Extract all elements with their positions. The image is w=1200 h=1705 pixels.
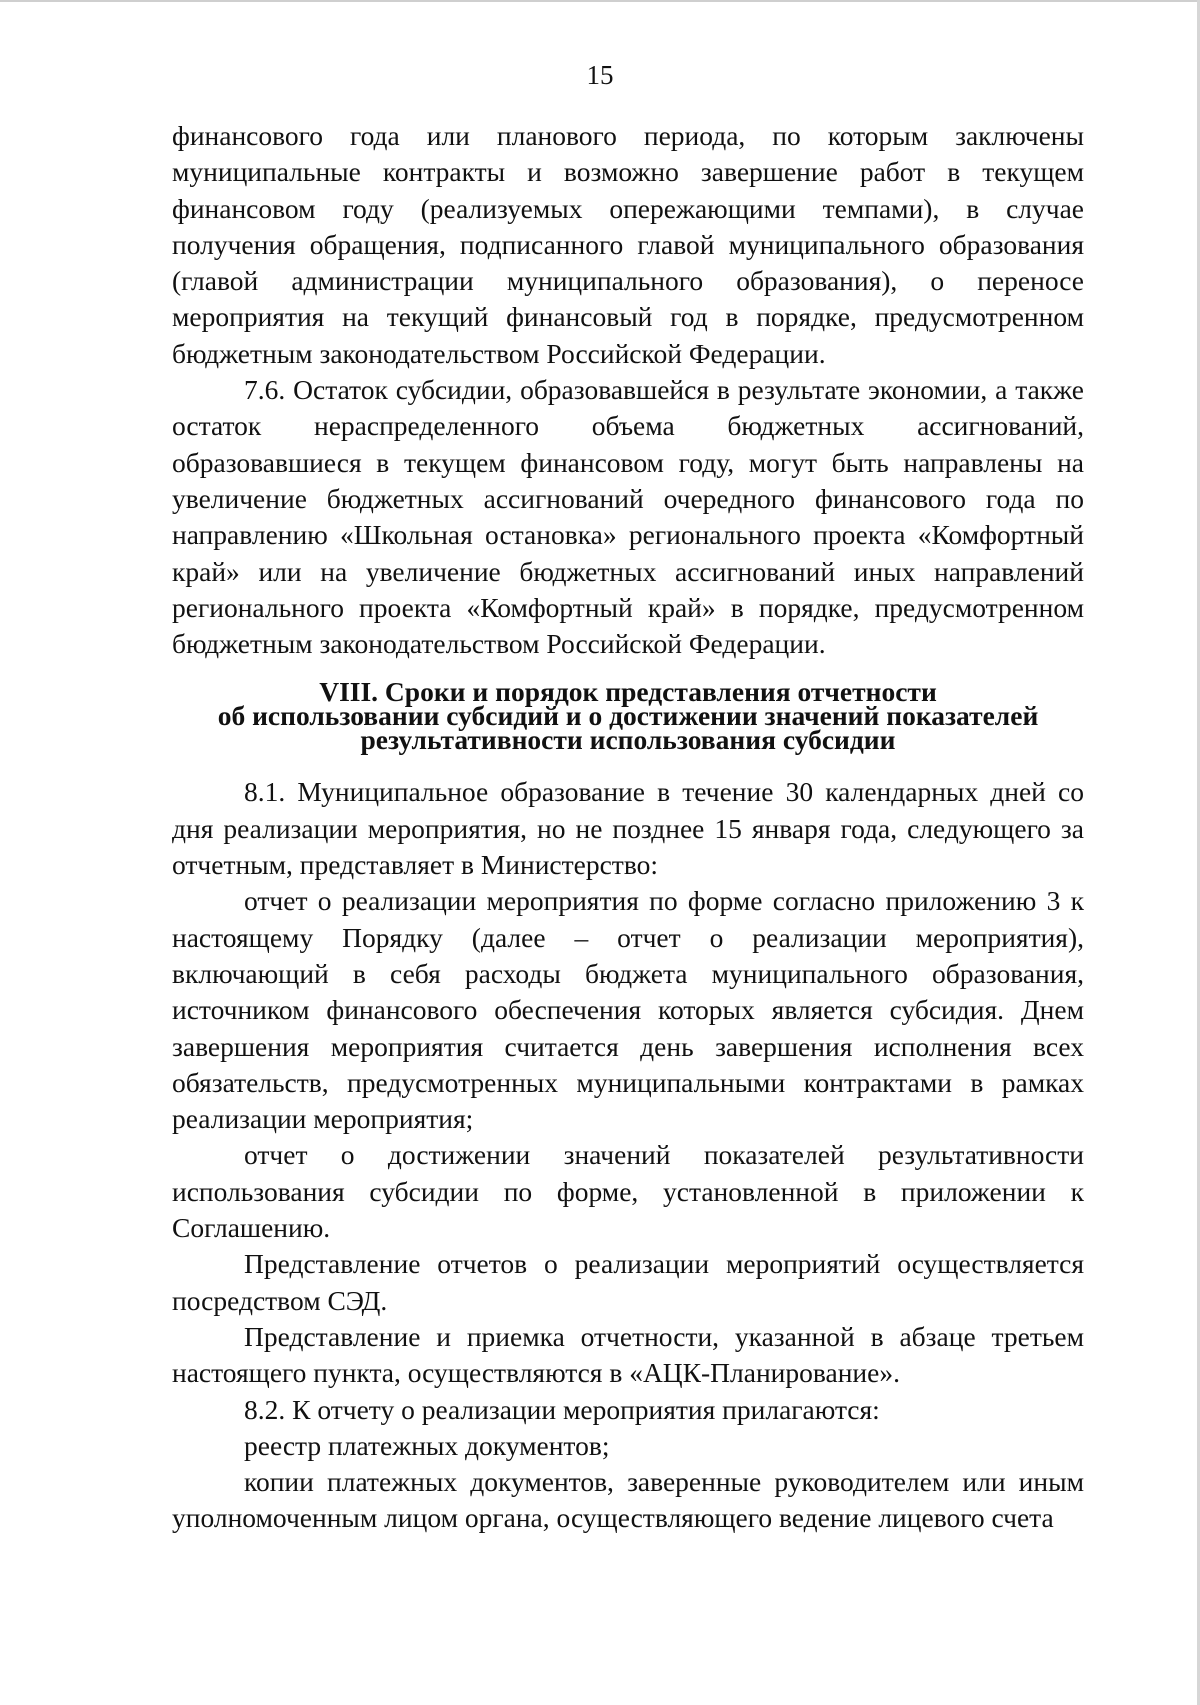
paragraph-payment-copies: копии платежных документов, заверенные руководителем или иным уполномоченным лицом органа, осуществляющего ведение лицевого счета [172,1466,1084,1534]
section-heading-line-2: об использовании субсидий и о достижении значений показателей [217,700,1039,732]
paragraph-7-6: 7.6. Остаток субсидии, образовавшейся в результате экономии, а также остаток нераспределенного объема бюджетных ассигнований, образовавшиеся в текущем финансовом году, могут быть направлены на увеличение бюджетных ассигнований очередного финансового года по направлению «Школьная остановка» регионального проекта «Комфортный край» или на увеличение бюджетных ассигнований иных направлений регионального проекта «Комфортный край» в порядке, предусмотренном бюджетным законодательством Российской Федерации. [172,374,1084,660]
document-body [172,118,1084,1537]
paragraph-ack-planning: Представление и приемка отчетности, указанной в абзаце третьем настоящего пункта, осуществляются в «АЦК-Планирование». [172,1320,1084,1389]
paragraph-8-2: 8.2. К отчету о реализации мероприятия прилагаются: [244,1393,880,1425]
paragraph-report-indicators: отчет о достижении значений показателей результативности использования субсидии по форме, установленной в приложении к Соглашению. [172,1139,1084,1244]
paragraph-report-implementation: отчет о реализации мероприятия по форме согласно приложению 3 к настоящему Порядку (далее – отчет о реализации мероприятия), включающий в себя расходы бюджета муниципального образования, источником финансового обеспечения которых является субсидия. Днем завершения мероприятия считается день завершения исполнения всех обязательств, предусмотренных муниципальными контрактами в рамках реализации мероприятия; [172,885,1084,1135]
page-number: 15 [586,60,614,90]
paragraph-8-1: 8.1. Муниципальное образование в течение 30 календарных дней со дня реализации мероприятия, но не позднее 15 января года, следующего за отчетным, представляет в Министерство: [172,776,1084,881]
section-heading-line-3: результативности использования субсидии [360,724,896,756]
paragraph-payment-registry: реестр платежных документов; [244,1429,610,1461]
scan-border-top [0,0,1200,2]
paragraph-sed-submission: Представление отчетов о реализации мероприятий осуществляется посредством СЭД. [172,1248,1084,1316]
section-heading-line-1: VIII. Сроки и порядок представления отчетности [319,676,937,708]
paragraph-continuation: финансового года или планового периода, по которым заключены муниципальные контракты и возможно завершение работ в текущем финансовом году (реализуемых опережающими темпами), в случае получения обращения, подписанного главой муниципального образования (главой администрации муниципального образования), о переносе мероприятия на текущий финансовый год в порядке, предусмотренном бюджетным законодательством Российской Федерации. [172,120,1084,369]
section-heading [172,676,1084,756]
